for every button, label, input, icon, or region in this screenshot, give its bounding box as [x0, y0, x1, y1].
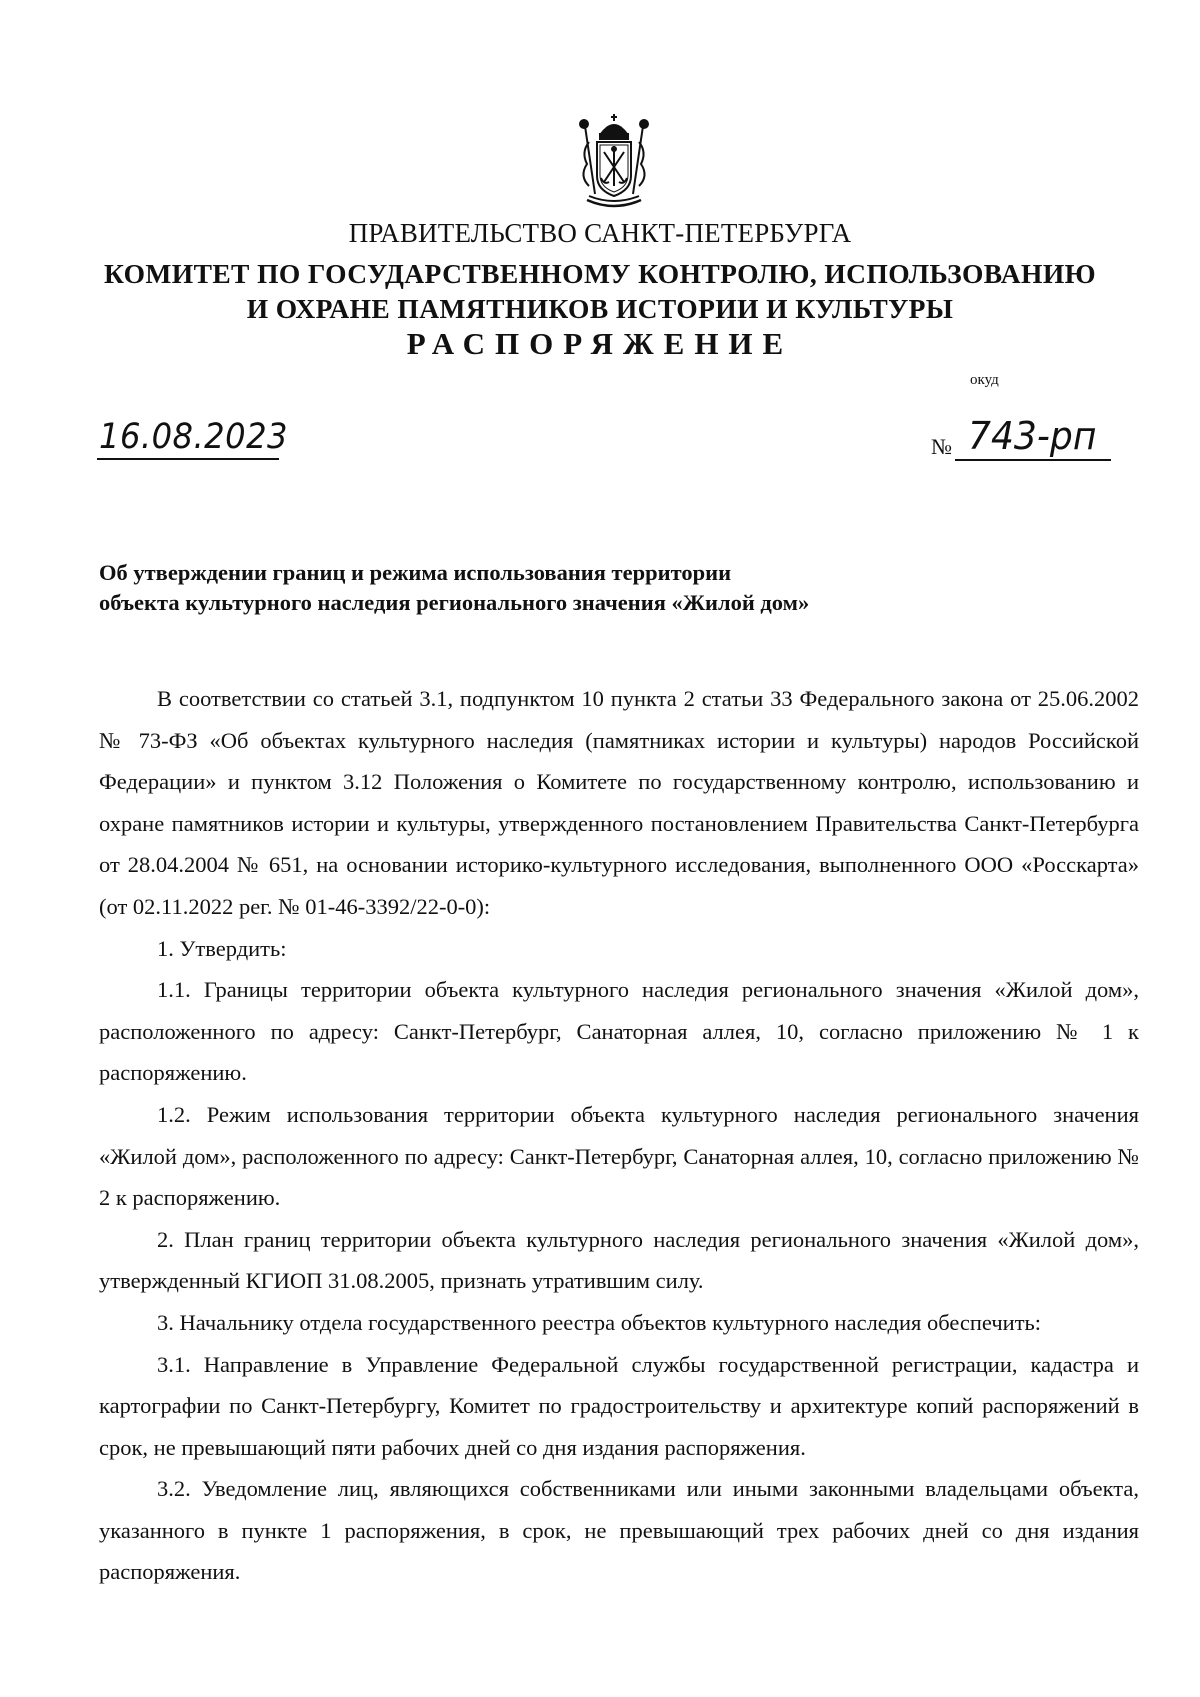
date-underline — [97, 458, 279, 460]
document-body — [99, 678, 1139, 1593]
committee-name — [0, 256, 1200, 326]
number-underline — [955, 459, 1111, 461]
document-date: 16.08.2023 — [99, 417, 288, 457]
coat-of-arms-icon — [567, 112, 661, 216]
subject-line-2: объекта культурного наследия регионального значения «Жилой дом» — [99, 590, 810, 615]
document-type: РАСПОРЯЖЕНИЕ — [406, 326, 794, 361]
paragraph-preamble: В соответствии со статьей 3.1, подпунктом 10 пункта 2 статьи 33 Федерального закона от 25.06.2002 № 73-ФЗ «Об объектах культурного наследия (памятниках истории и культуры) народов Российской Федерации» и пунктом 3.12 Положения о Комитете по государственному контролю, использованию и охране памятников истории и культуры, утвержденного постановлением Правительства Санкт-Петербурга от 28.04.2004 № 651, на основании историко-культурного исследования, выполненного ООО «Росскарта» (от 02.11.2022 рег. № 01-46-3392/22-0-0): — [99, 686, 1139, 919]
document-number: 743-рп — [968, 414, 1097, 458]
committee-name-line-1: КОМИТЕТ ПО ГОСУДАРСТВЕННОМУ КОНТРОЛЮ, ИСПОЛЬЗОВАНИЮ — [103, 258, 1097, 289]
committee-name-line-2: И ОХРАНЕ ПАМЯТНИКОВ ИСТОРИИ И КУЛЬТУРЫ — [246, 293, 954, 324]
paragraph-1-2: 1.2. Режим использования территории объекта культурного наследия регионального значения «Жилой дом», расположенного по адресу: Санкт-Петербург, Санаторная аллея, 10, согласно приложению № 2 к распоряжению. — [99, 1101, 1139, 1211]
paragraph-1: 1. Утвердить: — [157, 935, 287, 961]
number-sign: № — [931, 434, 952, 459]
paragraph-3-2: 3.2. Уведомление лиц, являющихся собственниками или иными законными владельцами объекта, указанного в пункте 1 распоряжения, в срок, не превышающий трех рабочих дней со дня издания распоряжения. — [99, 1476, 1139, 1585]
paragraph-3-1: 3.1. Направление в Управление Федеральной службы государственной регистрации, кадастра и картографии по Санкт-Петербургу, Комитет по градостроительству и архитектуре копий распоряжений в срок, не превышающий пяти рабочих дней со дня издания распоряжения. — [99, 1351, 1139, 1460]
paragraph-2: 2. План границ территории объекта культурного наследия регионального значения «Жилой дом», утвержденный КГИОП 31.08.2005, признать утратившим силу. — [99, 1226, 1139, 1294]
okud-label: окуд — [970, 372, 999, 388]
paragraph-1-1: 1.1. Границы территории объекта культурного наследия регионального значения «Жилой дом», расположенного по адресу: Санкт-Петербург, Санаторная аллея, 10, согласно приложению № 1 к распоряжению. — [99, 977, 1139, 1086]
subject-line-1: Об утверждении границ и режима использования территории — [99, 560, 732, 585]
document-subject — [99, 558, 809, 618]
government-name: ПРАВИТЕЛЬСТВО САНКТ-ПЕТЕРБУРГА — [348, 218, 852, 248]
paragraph-3: 3. Начальнику отдела государственного реестра объектов культурного наследия обеспечить: — [157, 1309, 1042, 1335]
